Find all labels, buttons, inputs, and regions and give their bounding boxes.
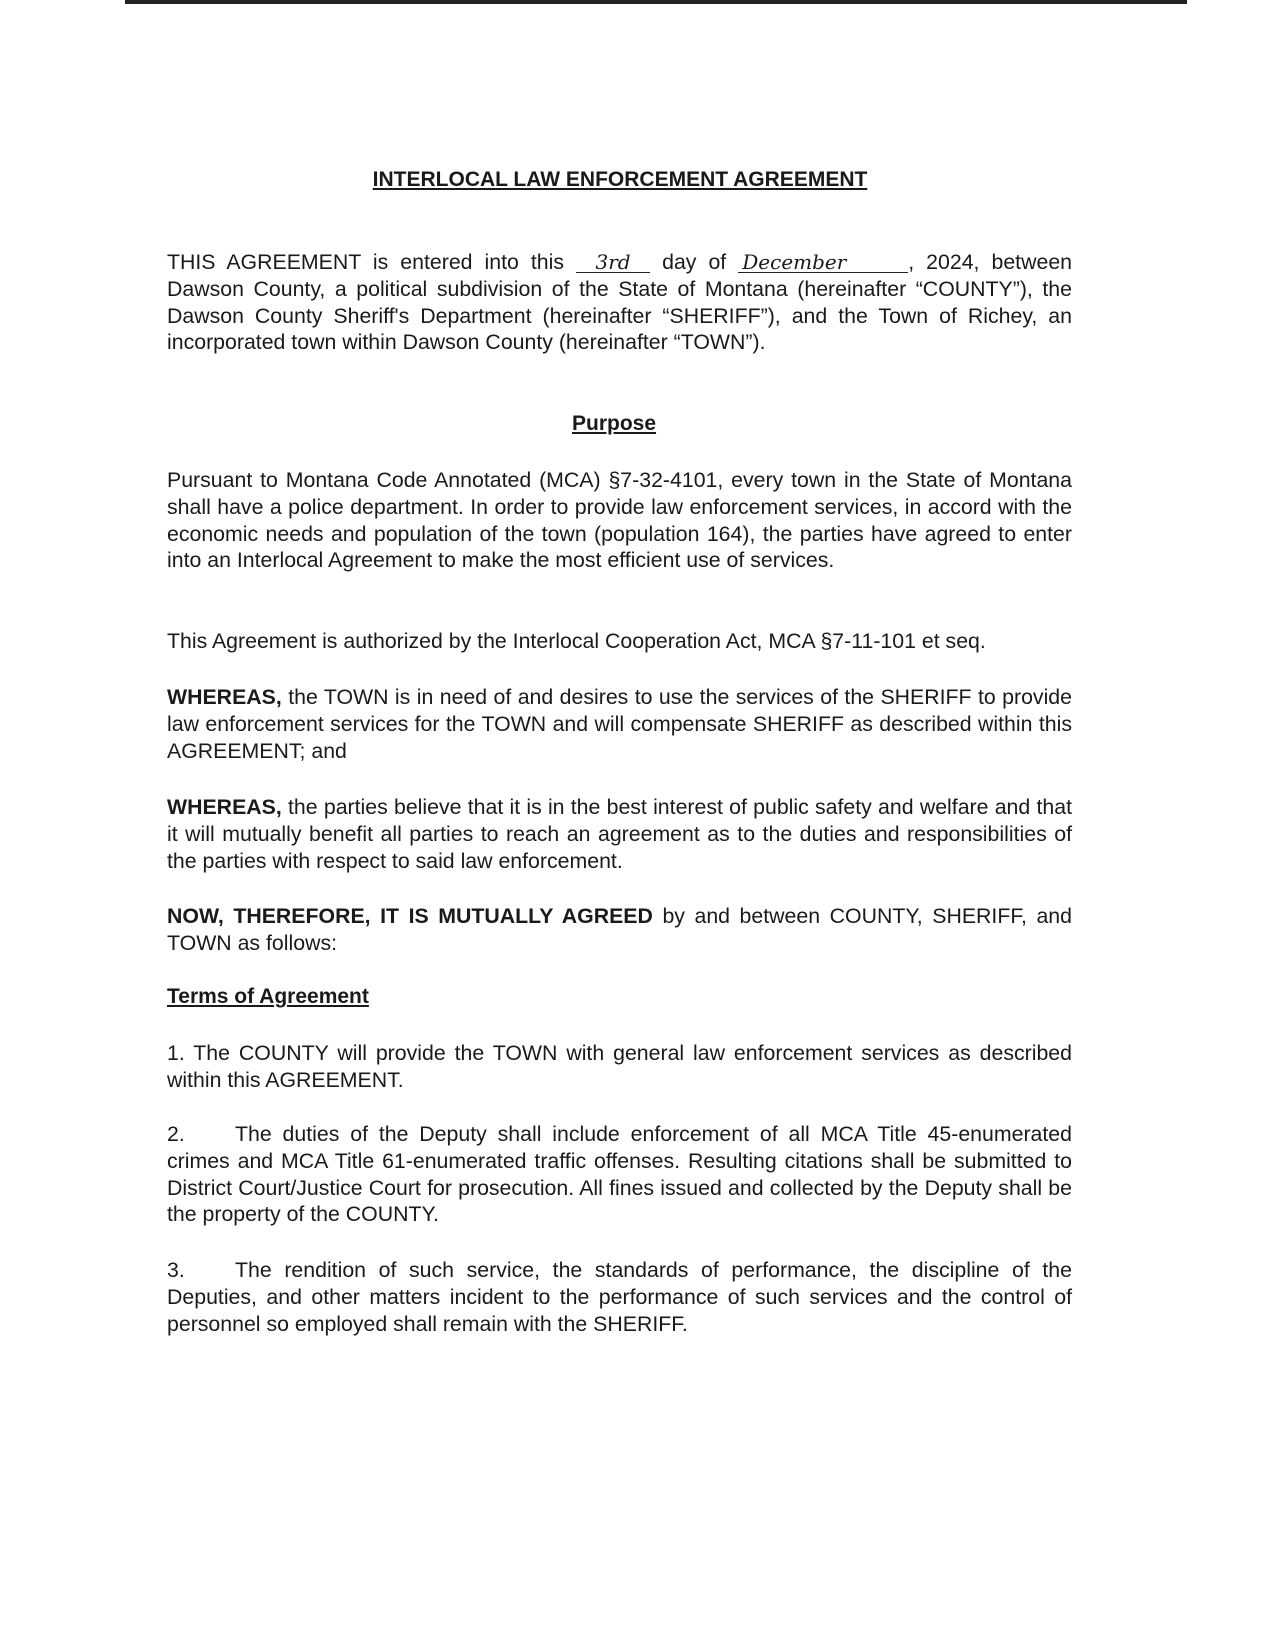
month-field: [738, 252, 908, 273]
intro-pre: THIS AGREEMENT is entered into this: [167, 250, 565, 274]
term-number: 3.: [167, 1258, 185, 1282]
term-text: The rendition of such service, the standards of performance, the discipline of the Deputies, and other matters incident to the performance of such services and the control of personnel so employed shall remain with the SHERIFF.: [167, 1258, 1072, 1336]
whereas-text: the TOWN is in need of and desires to use the services of the SHERIFF to provide law enforcement services for the TOWN and will compensate SHERIFF as described within this AGREEMENT; and: [167, 685, 1072, 763]
whereas-text: the parties believe that it is in the best interest of public safety and welfare and that it will mutually benefit all parties to reach an agreement as to the duties and responsibilities of the parties with respect to said law enforcement.: [167, 795, 1072, 873]
terms-heading: Terms of Agreement: [167, 985, 369, 1008]
purpose-heading: Purpose: [572, 412, 657, 435]
purpose-paragraph: Pursuant to Montana Code Annotated (MCA) §7-32-4101, every town in the State of Montana shall have a police department. In order to provide law enforcement services, in accord with the economic needs and population of the town (population 164), the parties have agreed to enter into an Interlocal Agreement to make the most efficient use of services.: [167, 468, 1072, 573]
now-lead: NOW, THEREFORE, IT IS MUTUALLY AGREED: [167, 904, 653, 928]
month-handwritten: December: [742, 250, 847, 274]
term-text: The COUNTY will provide the TOWN with general law enforcement services as described within this AGREEMENT.: [167, 1041, 1072, 1092]
whereas-paragraph-2: [167, 794, 1072, 874]
day-handwritten: 3rd: [595, 250, 631, 274]
term-number: 1.: [167, 1041, 185, 1065]
whereas-lead: WHEREAS,: [167, 685, 282, 709]
scan-edge-line: [125, 0, 1187, 4]
term-text: The duties of the Deputy shall include enforcement of all MCA Title 45-enumerated crimes and MCA Title 61-enumerated traffic offenses. Resulting citations shall be submitted to District Court/Justice Court for prosecution. All fines issued and collected by the Deputy shall be the property of the COUNTY.: [167, 1122, 1072, 1227]
intro-paragraph: [167, 249, 1072, 356]
intro-mid: day of: [662, 250, 727, 274]
day-field: [576, 252, 650, 273]
term-item-1: [167, 1040, 1072, 1094]
now-text: by and between COUNTY, SHERIFF, and TOWN as follows:: [167, 904, 1072, 955]
document-title: INTERLOCAL LAW ENFORCEMENT AGREEMENT: [372, 168, 868, 191]
now-therefore-paragraph: [167, 903, 1072, 957]
intro-post: , 2024, between Dawson County, a political subdivision of the State of Montana (hereinafter “COUNTY”), the Dawson County Sheriff's Department (hereinafter “SHERIFF”), and the Town of Richey, an incorporated town within Dawson County (hereinafter “TOWN”).: [167, 250, 1073, 355]
term-number: 2.: [167, 1122, 185, 1146]
term-item-2: [167, 1121, 1072, 1228]
term-item-3: [167, 1257, 1072, 1337]
whereas-paragraph-1: [167, 684, 1072, 764]
whereas-lead: WHEREAS,: [167, 795, 282, 819]
authorized-paragraph: This Agreement is authorized by the Interlocal Cooperation Act, MCA §7-11-101 et seq.: [167, 629, 986, 653]
